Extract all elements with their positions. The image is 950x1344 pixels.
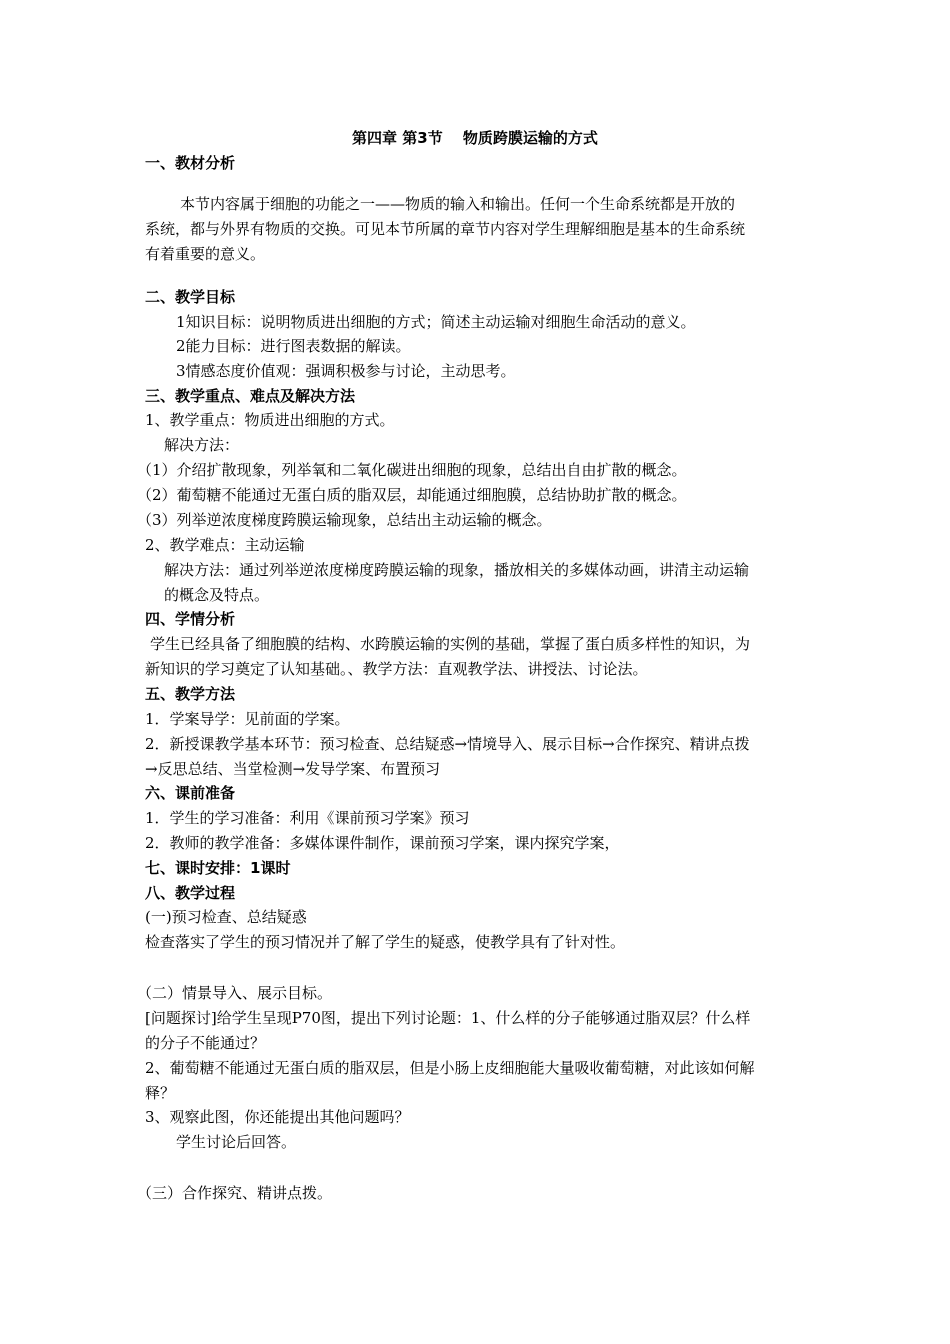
method-line: →反思总结、当堂检测→发导学案、布置预习 (145, 760, 441, 778)
section-heading-2: 二、教学目标 (145, 288, 236, 306)
method-line: 1．学案导学：见前面的学案。 (145, 710, 350, 728)
process-step-3: （三）合作探究、精讲点拨。 (137, 1184, 333, 1202)
difficulty-solution: 解决方法：通过列举逆浓度梯度跨膜运输的现象，播放相关的多媒体动画，讲清主动运输 (164, 561, 750, 579)
section-heading-6: 六、课前准备 (145, 784, 236, 802)
page-title: 第四章 第3节 物质跨膜运输的方式 (352, 129, 598, 147)
section-heading-4: 四、学情分析 (145, 610, 236, 628)
paragraph-line: [问题探讨]给学生呈现P70图，提出下列讨论题：1、什么样的分子能够通过脂双层？什么样 (145, 1009, 751, 1027)
method-label: 解决方法： (164, 436, 240, 454)
paragraph-line: 2、葡萄糖不能通过无蛋白质的脂双层，但是小肠上皮细胞能大量吸收葡萄糖，对此该如何解 (145, 1059, 755, 1077)
method-item: （1）介绍扩散现象，列举氧和二氧化碳进出细胞的现象，总结出自由扩散的概念。 (137, 461, 687, 479)
method-item: （3）列举逆浓度梯度跨膜运输现象，总结出主动运输的概念。 (137, 511, 552, 529)
section-heading-3: 三、教学重点、难点及解决方法 (145, 387, 356, 405)
paragraph-line: 的分子不能通过？ (145, 1034, 266, 1052)
key-point: 1、教学重点：物质进出细胞的方式。 (145, 411, 395, 429)
goal-ability: 2能力目标：进行图表数据的解读。 (176, 337, 411, 355)
paragraph-line: 学生讨论后回答。 (176, 1133, 297, 1151)
section-heading-5: 五、教学方法 (145, 685, 236, 703)
paragraph-line: 学生已经具备了细胞膜的结构、水跨膜运输的实例的基础，掌握了蛋白质多样性的知识，为 (150, 635, 751, 653)
difficulty: 2、教学难点：主动运输 (145, 536, 305, 554)
process-step-1: (一)预习检查、总结疑惑 (145, 908, 307, 926)
difficulty-solution: 的概念及特点。 (164, 586, 270, 604)
method-item: （2）葡萄糖不能通过无蛋白质的脂双层，却能通过细胞膜，总结协助扩散的概念。 (137, 486, 687, 504)
method-line: 2．新授课教学基本环节：预习检查、总结疑惑→情境导入、展示目标→合作探究、精讲点拨 (145, 735, 750, 753)
paragraph-line: 检查落实了学生的预习情况并了解了学生的疑惑，使教学具有了针对性。 (145, 933, 626, 951)
goal-knowledge: 1知识目标：说明物质进出细胞的方式；简述主动运输对细胞生命活动的意义。 (176, 313, 696, 331)
goal-attitude: 3情感态度价值观：强调积极参与讨论，主动思考。 (176, 362, 516, 380)
paragraph-line: 释？ (145, 1084, 176, 1102)
prep-line: 1．学生的学习准备：利用《课前预习学案》预习 (145, 809, 470, 827)
section-heading-8: 八、教学过程 (145, 884, 236, 902)
paragraph-line: 有着重要的意义。 (145, 245, 266, 263)
paragraph-line: 3、观察此图，你还能提出其他问题吗？ (145, 1108, 410, 1126)
process-step-2: （二）情景导入、展示目标。 (137, 984, 333, 1002)
paragraph-line: 本节内容属于细胞的功能之一——物质的输入和输出。任何一个生命系统都是开放的 (180, 195, 736, 213)
paragraph-line: 新知识的学习奠定了认知基础。、教学方法：直观教学法、讲授法、讨论法。 (145, 660, 648, 678)
section-heading-7: 七、课时安排：1课时 (145, 859, 291, 877)
prep-line: 2．教师的教学准备：多媒体课件制作，课前预习学案，课内探究学案， (145, 834, 620, 852)
paragraph-line: 系统，都与外界有物质的交换。可见本节所属的章节内容对学生理解细胞是基本的生命系统 (145, 220, 746, 238)
section-heading-1: 一、教材分析 (145, 154, 236, 172)
